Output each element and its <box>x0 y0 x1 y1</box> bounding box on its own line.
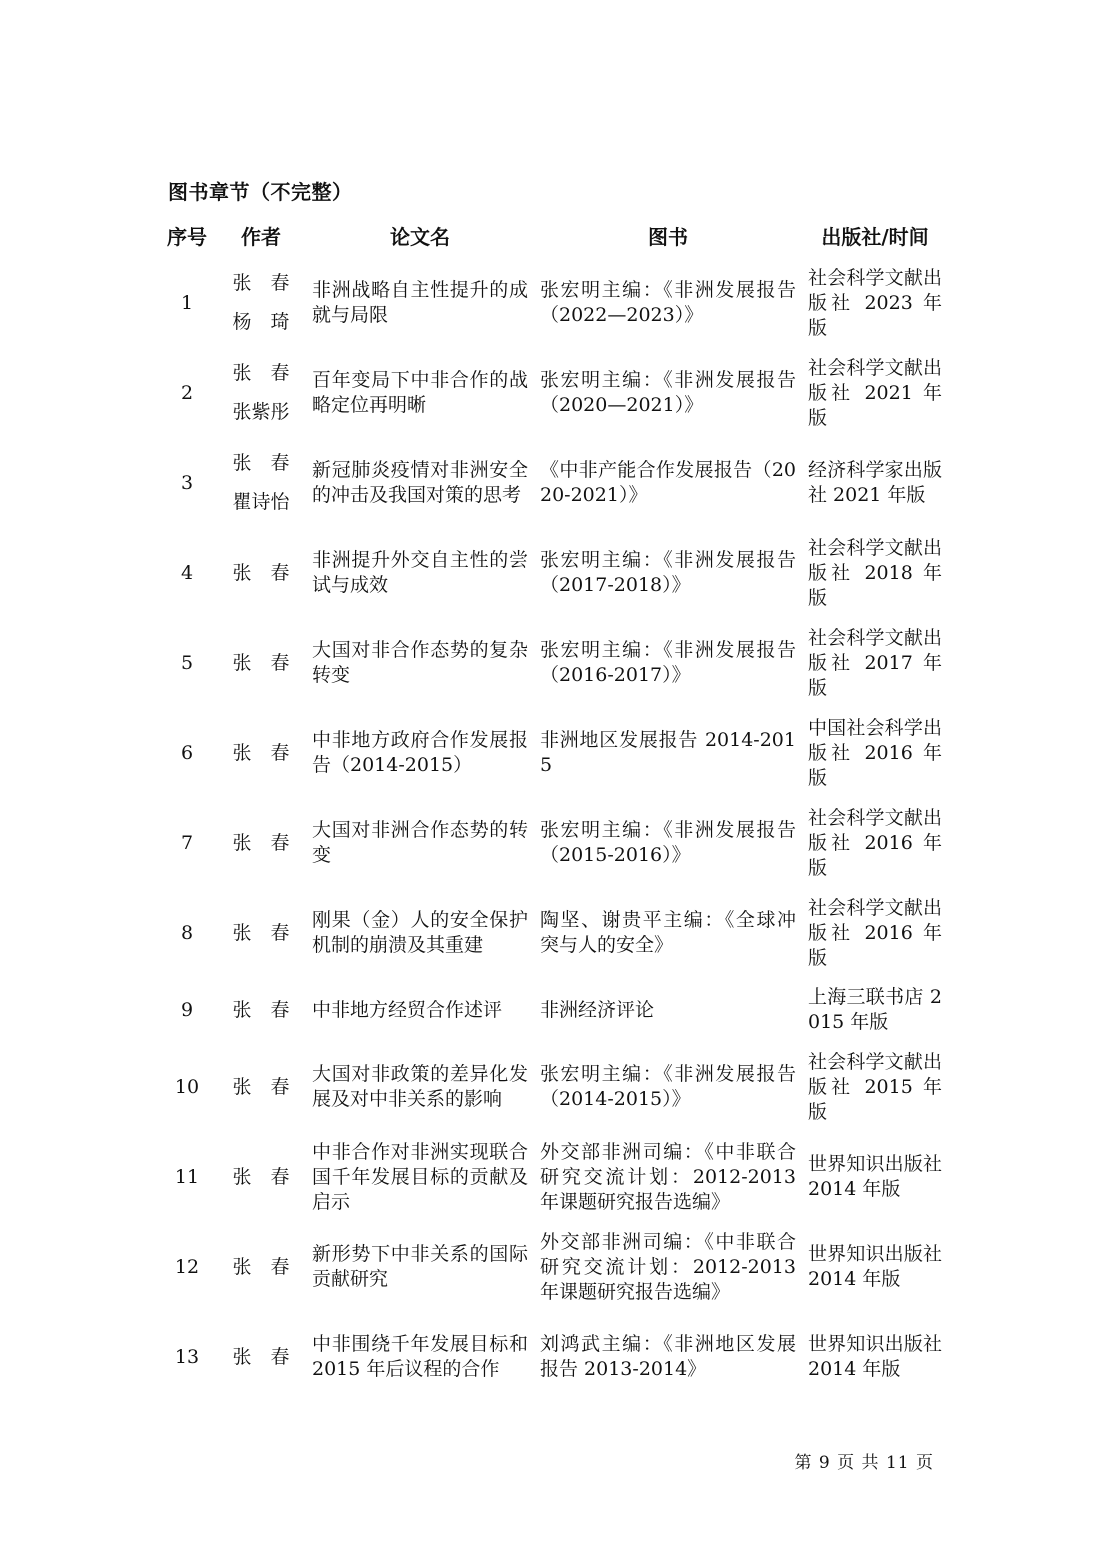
row-number: 6 <box>180 741 194 764</box>
publisher-info: 社会科学文献出版社 2017 年版 <box>808 626 942 699</box>
header-paper: 论文名 <box>390 224 450 249</box>
author-cell <box>216 978 306 1042</box>
table-row <box>158 888 948 978</box>
table-row <box>158 618 948 708</box>
header-book: 图书 <box>648 224 688 249</box>
author-name: 杨 琦 <box>232 311 290 333</box>
book-title: 张宏明主编：《非洲发展报告（2016-2017）》 <box>540 639 796 686</box>
paper-title: 大国对非合作态势的复杂转变 <box>312 639 528 686</box>
author-name: 张 春 <box>232 561 290 584</box>
author-cell <box>216 1312 306 1402</box>
row-number: 7 <box>180 831 194 854</box>
author-cell <box>216 798 306 888</box>
author-cell <box>216 348 306 438</box>
author-name: 张 春 <box>232 1345 290 1368</box>
page-title: 图书章节（不完整） <box>168 180 353 204</box>
book-chapters-table <box>158 212 948 1402</box>
author-cell <box>216 438 306 528</box>
author-name: 张紫彤 <box>232 401 290 423</box>
publisher-info: 世界知识出版社 2014 年版 <box>808 1333 942 1380</box>
publisher-info: 经济科学家出版社 2021 年版 <box>808 459 942 506</box>
publisher-info: 社会科学文献出版社 2021 年版 <box>808 356 942 429</box>
author-name: 张 春 <box>232 1255 290 1278</box>
table-row <box>158 1312 948 1402</box>
paper-title: 中非地方政府合作发展报告（2014-2015） <box>312 729 528 776</box>
row-number: 10 <box>174 1075 200 1098</box>
author-name: 张 春 <box>232 831 290 854</box>
author-name: 张 春 <box>232 998 290 1021</box>
publisher-info: 社会科学文献出版社 2016 年版 <box>808 806 942 879</box>
paper-title: 非洲战略自主性提升的成就与局限 <box>312 279 528 326</box>
author-cell <box>216 1132 306 1222</box>
book-title: 张宏明主编：《非洲发展报告（2015-2016）》 <box>540 819 796 866</box>
header-author: 作者 <box>241 224 281 249</box>
paper-title: 非洲提升外交自主性的尝试与成效 <box>312 549 528 596</box>
book-title: 张宏明主编：《非洲发展报告（2014-2015）》 <box>540 1063 796 1110</box>
author-cell <box>216 1222 306 1312</box>
page-number: 第 9 页 共 11 页 <box>794 1453 934 1473</box>
author-cell <box>216 618 306 708</box>
paper-title: 百年变局下中非合作的战略定位再明晰 <box>312 369 528 416</box>
header-num: 序号 <box>167 224 207 249</box>
paper-title: 新形势下中非关系的国际贡献研究 <box>312 1243 528 1290</box>
book-title: 外交部非洲司编：《中非联合研究交流计划：2012-2013 年课题研究报告选编》 <box>540 1230 796 1303</box>
row-number: 12 <box>174 1255 200 1278</box>
publisher-info: 社会科学文献出版社 2023 年版 <box>808 266 942 339</box>
table-body <box>158 258 948 1402</box>
book-title: 非洲经济评论 <box>540 998 655 1021</box>
publisher-info: 社会科学文献出版社 2018 年版 <box>808 536 942 609</box>
author-name: 张 春 <box>232 1165 290 1188</box>
row-number: 13 <box>174 1345 200 1368</box>
author-name: 瞿诗怡 <box>232 491 290 513</box>
author-name: 张 春 <box>232 272 290 294</box>
publisher-info: 中国社会科学出版社 2016 年版 <box>808 716 942 789</box>
publisher-info: 上海三联书店 2015 年版 <box>808 986 942 1033</box>
book-title: 刘鸿武主编：《非洲地区发展报告 2013-2014》 <box>540 1333 796 1380</box>
row-number: 1 <box>180 291 194 314</box>
table-row <box>158 348 948 438</box>
row-number: 2 <box>180 381 194 404</box>
table-row <box>158 1222 948 1312</box>
book-title: 张宏明主编：《非洲发展报告（2022—2023）》 <box>540 279 796 326</box>
author-name: 张 春 <box>232 651 290 674</box>
row-number: 8 <box>180 921 194 944</box>
publisher-info: 世界知识出版社 2014 年版 <box>808 1153 942 1200</box>
table-row <box>158 528 948 618</box>
book-title: 张宏明主编：《非洲发展报告（2020—2021）》 <box>540 369 796 416</box>
publisher-info: 世界知识出版社 2014 年版 <box>808 1243 942 1290</box>
book-title: 外交部非洲司编：《中非联合研究交流计划：2012-2013 年课题研究报告选编》 <box>540 1140 796 1213</box>
author-cell <box>216 528 306 618</box>
author-cell <box>216 258 306 348</box>
author-name: 张 春 <box>232 362 290 384</box>
publisher-info: 社会科学文献出版社 2016 年版 <box>808 896 942 969</box>
author-name: 张 春 <box>232 741 290 764</box>
row-number: 11 <box>174 1165 200 1188</box>
paper-title: 新冠肺炎疫情对非洲安全的冲击及我国对策的思考 <box>312 459 528 506</box>
author-name: 张 春 <box>232 452 290 474</box>
row-number: 4 <box>180 561 194 584</box>
book-title: 非洲地区发展报告 2014-2015 <box>540 729 796 776</box>
table-row <box>158 708 948 798</box>
paper-title: 大国对非政策的差异化发展及对中非关系的影响 <box>312 1063 528 1110</box>
paper-title: 中非合作对非洲实现联合国千年发展目标的贡献及启示 <box>312 1140 528 1213</box>
table-row <box>158 798 948 888</box>
publisher-info: 社会科学文献出版社 2015 年版 <box>808 1050 942 1123</box>
paper-title: 中非地方经贸合作述评 <box>312 998 503 1021</box>
table-row <box>158 258 948 348</box>
paper-title: 中非围绕千年发展目标和 2015 年后议程的合作 <box>312 1333 528 1380</box>
header-publisher: 出版社/时间 <box>821 224 929 249</box>
author-cell <box>216 1042 306 1132</box>
book-title: 张宏明主编：《非洲发展报告（2017-2018）》 <box>540 549 796 596</box>
table-row <box>158 978 948 1042</box>
paper-title: 刚果（金）人的安全保护机制的崩溃及其重建 <box>312 909 528 956</box>
table-header-row <box>158 212 948 258</box>
table-row <box>158 1132 948 1222</box>
author-cell <box>216 708 306 798</box>
row-number: 9 <box>180 998 194 1021</box>
row-number: 3 <box>180 471 194 494</box>
paper-title: 大国对非洲合作态势的转变 <box>312 819 528 866</box>
table-row <box>158 438 948 528</box>
author-name: 张 春 <box>232 921 290 944</box>
row-number: 5 <box>180 651 194 674</box>
author-name: 张 春 <box>232 1075 290 1098</box>
author-cell <box>216 888 306 978</box>
table-row <box>158 1042 948 1132</box>
book-title: 陶坚、谢贵平主编：《全球冲突与人的安全》 <box>540 909 796 956</box>
book-title: 《中非产能合作发展报告（2020-2021）》 <box>540 459 796 506</box>
